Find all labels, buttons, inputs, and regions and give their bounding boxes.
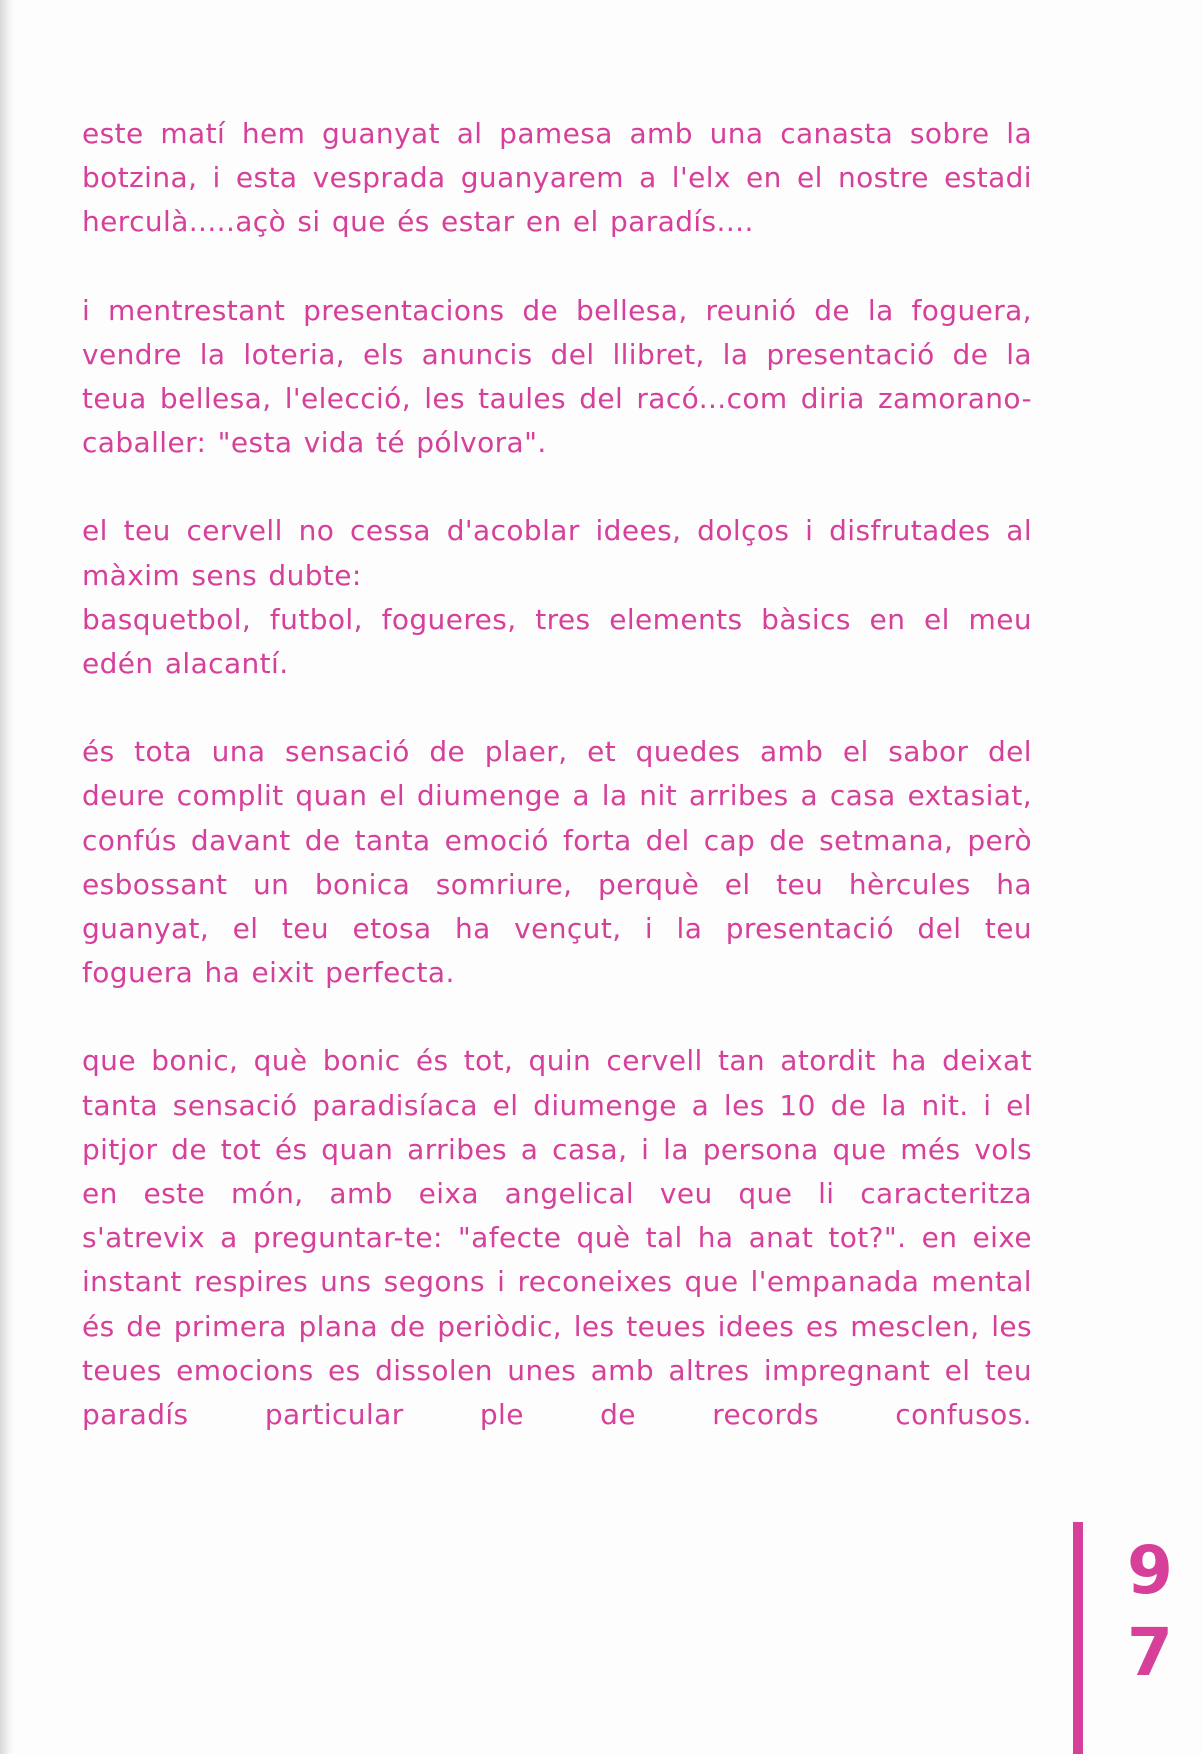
paragraph-4: és tota una sensació de plaer, et quedes amb el sabor del deure complit quan el diumenge a la nit arribes a casa extasiat, confús davant de tanta emoció forta del cap de setmana, però esbossant un bonica somriure, perquè el teu hèrcules ha guanyat, el teu etosa ha vençut, i la presentació del teu foguera ha eixit perfecta. (82, 735, 1032, 990)
page-spine-shadow (0, 0, 14, 1754)
paragraph-3: el teu cervell no cessa d'acoblar idees, dolços i disfrutades al màxim sens dubte: basquetbol, futbol, fogueres, tres elements bàsics en el meu edén alacantí. (82, 514, 1032, 681)
paragraph-1: este matí hem guanyat al pamesa amb una canasta sobre la botzina, i esta vesprada guanyarem a l'elx en el nostre estadi herculà.....açò si que és estar en el paradís.... (82, 117, 1032, 239)
page-number-digit-1: 9 (1127, 1532, 1173, 1609)
paragraph-2: i mentrestant presentacions de bellesa, reunió de la foguera, vendre la loteria, els anuncis del llibret, la presentació de la teua bellesa, l'elecció, les taules del racó...com diria zamorano-caballer: "esta vida té pólvora". (82, 293, 1032, 460)
page-number (1068, 1522, 1202, 1754)
page-number-bar (1073, 1522, 1083, 1754)
paragraph-5: que bonic, què bonic és tot, quin cervell tan atordit ha deixat tanta sensació paradisíaca el diumenge a les 10 de la nit. i el pitjor de tot és quan arribes a casa, i la persona que més vols en este món, amb eixa angelical veu que li caracteritza s'atrevix a preguntar-te: "afecte què tal ha anat tot?". en eixe instant respires uns segons i reconeixes que l'empanada mental és de primera plana de periòdic, les teues idees es mesclen, les teues emocions es dissolen unes amb altres impregnant el teu paradís particular ple de records confusos. (82, 1044, 1032, 1432)
body-text (82, 112, 1032, 1481)
page-number-digit-2: 7 (1127, 1614, 1173, 1691)
